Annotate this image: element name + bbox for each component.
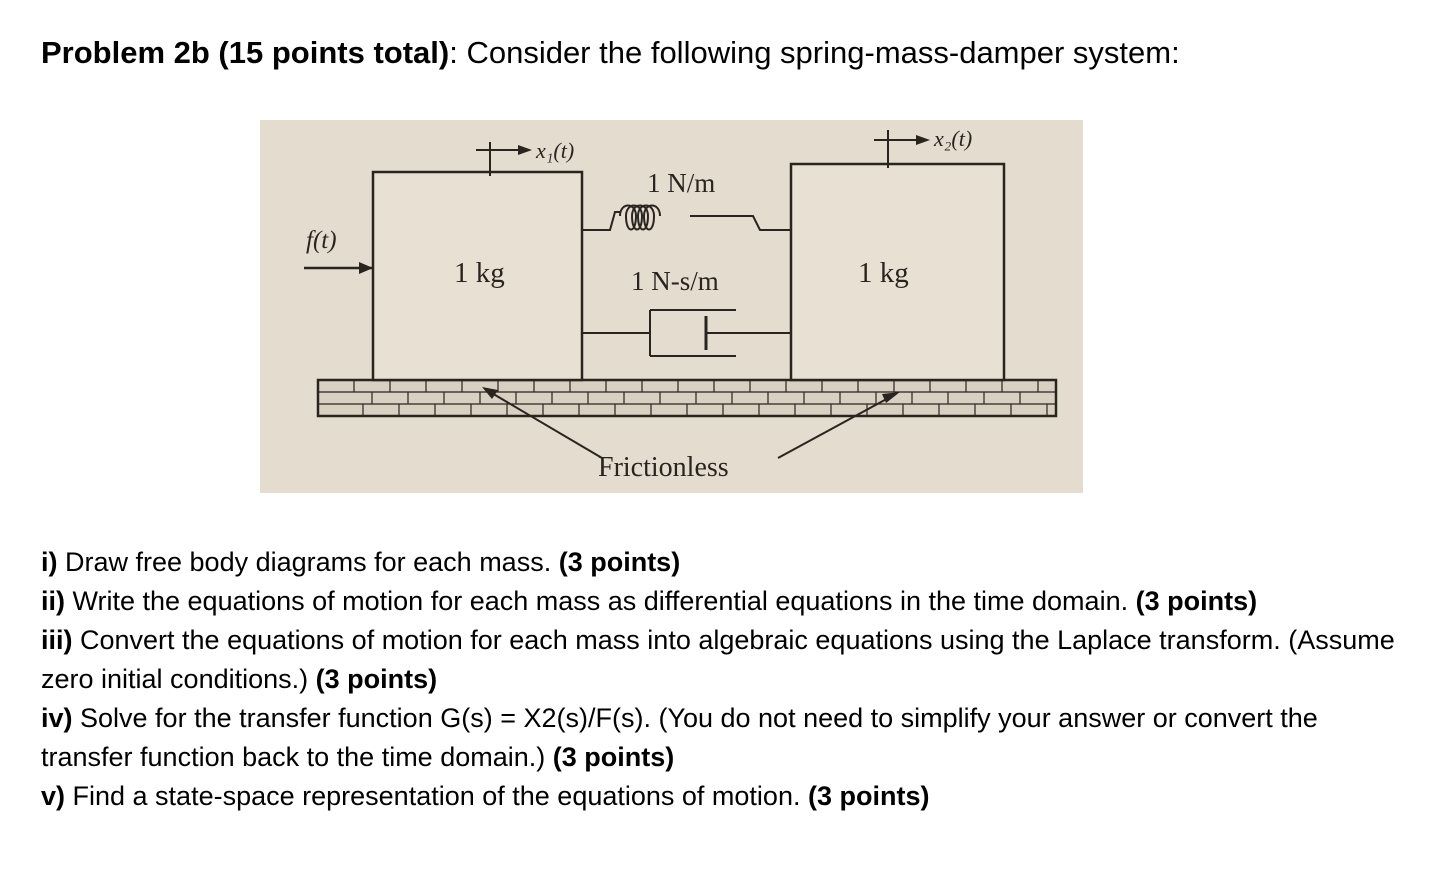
problem-parts <box>41 543 1411 816</box>
part-text: Write the equations of motion for each mass as differential equations in the time domain. <box>65 586 1136 616</box>
part-iii <box>41 621 1411 699</box>
mass-2-label: 1 kg <box>858 257 909 289</box>
part-i <box>41 543 1411 582</box>
damper <box>582 310 791 356</box>
part-points: (3 points) <box>315 664 438 694</box>
figure-drawing <box>260 120 1083 493</box>
part-v <box>41 777 1411 816</box>
part-iv <box>41 699 1411 777</box>
part-text: Find a state-space representation of the equations of motion. <box>65 781 808 811</box>
force-label: f(t) <box>306 227 337 254</box>
damping-coefficient-label: 1 N-s/m <box>631 266 719 296</box>
part-points: (3 points) <box>552 742 675 772</box>
part-label: i) <box>41 547 58 577</box>
part-text: Draw free body diagrams for each mass. <box>57 547 559 577</box>
part-text: Solve for the transfer function G(s) = X2(s)/F(s). (You do not need to simplify your answer or convert the transfer function back to the time domain.) <box>41 703 1318 772</box>
part-label: iv) <box>41 703 73 733</box>
part-ii <box>41 582 1411 621</box>
part-label: v) <box>41 781 66 811</box>
part-points: (3 points) <box>558 547 681 577</box>
part-label: ii) <box>41 586 65 616</box>
spring-constant-label: 1 N/m <box>647 168 716 198</box>
part-label: iii) <box>41 625 73 655</box>
part-points: (3 points) <box>807 781 930 811</box>
spring <box>582 206 791 231</box>
ground-track <box>318 380 1056 416</box>
part-text: Convert the equations of motion for each mass into algebraic equations using the Laplace transform. (Assume zero initial conditions.) <box>41 625 1395 694</box>
part-points: (3 points) <box>1135 586 1258 616</box>
frictionless-label: Frictionless <box>598 452 729 483</box>
x2-label: x₂(t) <box>934 126 973 151</box>
x1-label: x₁(t) <box>536 138 575 163</box>
problem-title: Problem 2b (15 points total) <box>41 35 450 70</box>
problem-intro: : Consider the following spring-mass-damper system: <box>449 35 1180 70</box>
force-arrow <box>304 262 373 274</box>
spring-mass-damper-figure <box>260 120 1083 493</box>
mass-1-label: 1 kg <box>454 257 505 289</box>
problem-heading <box>41 33 1180 73</box>
x2-displacement-arrow <box>874 130 930 168</box>
